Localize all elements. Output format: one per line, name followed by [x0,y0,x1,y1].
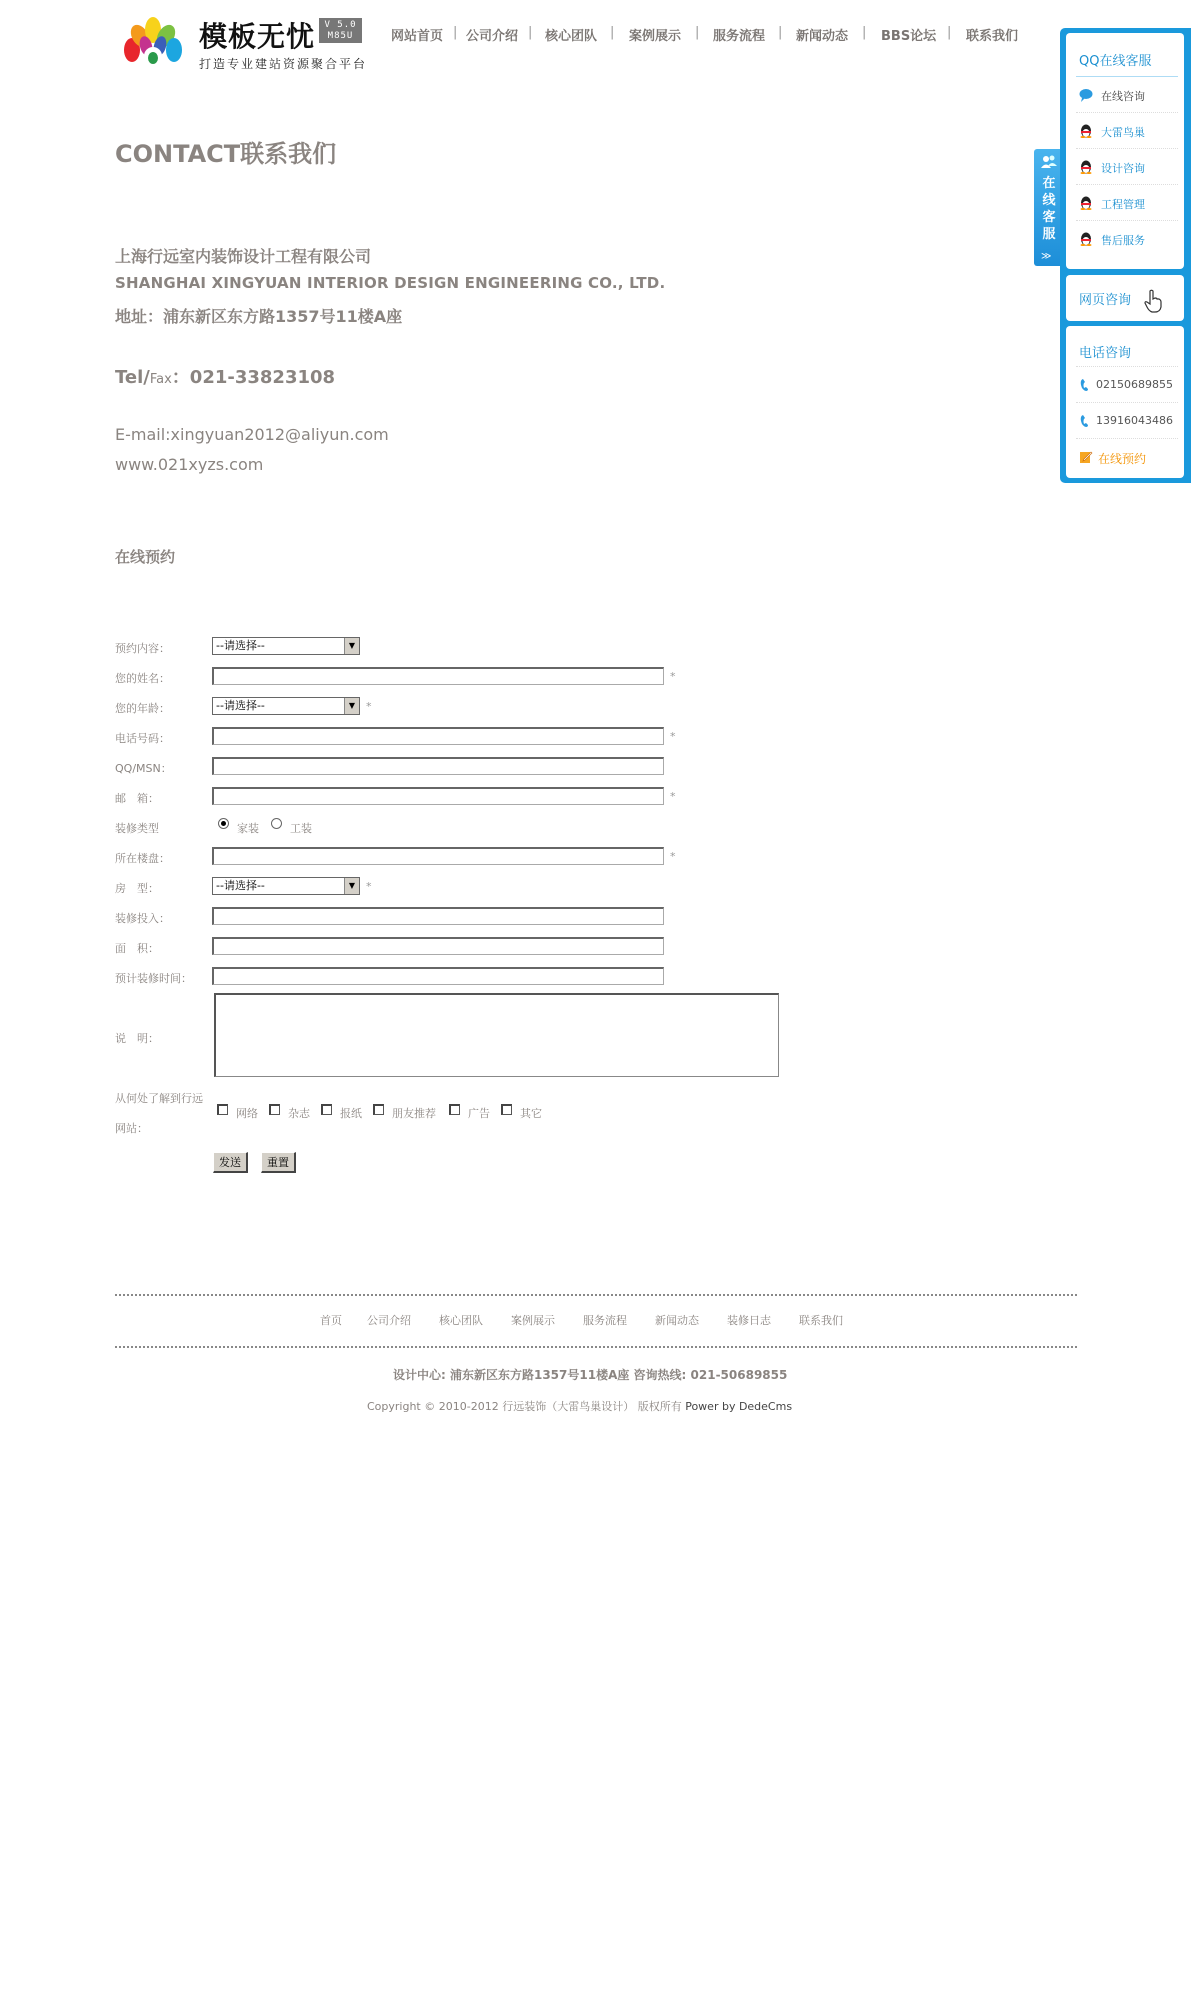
footer-divider [115,1294,1077,1296]
source-web-checkbox[interactable] [217,1104,228,1115]
source-magazine-checkbox[interactable] [269,1104,280,1115]
service-panel [1060,28,1191,483]
qq-item-design[interactable] [1076,148,1178,184]
nav-separator: | [528,25,533,40]
source-other-checkbox[interactable] [501,1104,512,1115]
fax-label: Fax [149,372,172,387]
qq-item-consult[interactable] [1076,76,1178,112]
qq-penguin-icon [1079,232,1093,246]
footer-link-process[interactable]: 服务流程 [583,1314,627,1327]
phone-consult-box [1066,326,1184,478]
content-select-value: --请选择-- [216,639,265,652]
qq-item-engineering[interactable] [1076,184,1178,220]
nav-separator: | [453,25,458,40]
phone-number: 02150689855 [1096,378,1173,391]
phone-icon [1079,378,1093,392]
age-label: 您的年龄： [115,702,170,715]
edit-icon [1079,450,1093,464]
time-input[interactable] [212,967,664,985]
required-mark: * [670,670,676,683]
footer-link-home[interactable]: 首页 [320,1314,342,1327]
required-mark: * [366,880,372,893]
note-label: 说 明： [115,1032,159,1045]
age-select-value: --请选择-- [216,699,265,712]
service-collapse-tab[interactable] [1034,149,1063,266]
decor-commercial-label: 工装 [290,822,312,835]
time-label: 预计装修时间： [115,972,192,985]
qq-item-leiniao[interactable] [1076,112,1178,148]
nav-separator: | [695,25,700,40]
tel-label: Tel/ [115,367,150,388]
qq-item-label: 售后服务 [1101,234,1145,247]
chat-bubble-icon [1079,88,1093,102]
building-label: 所在楼盘： [115,852,170,865]
company-name-cn: 上海行远室内装饰设计工程有限公司 [115,247,372,266]
copyright-text: Copyright © 2010-2012 行远装饰（大雷鸟巢设计） 版权所有 [367,1400,682,1413]
phone-consult-title: 电话咨询 [1079,346,1132,361]
submit-button[interactable]: 发送 [213,1152,248,1173]
qq-service-box [1066,33,1184,269]
company-telephone [115,363,335,389]
footer-contact-info: 设计中心: 浦东新区东方路1357号11楼A座 咨询热线: 021-50689855 [393,1368,788,1382]
dropdown-arrow-icon: ▼ [344,638,359,654]
nav-item-contact[interactable]: 联系我们 [966,29,1019,44]
footer-divider [115,1346,1077,1348]
nav-item-news[interactable]: 新闻动态 [796,29,849,44]
decor-type-label: 装修类型 [115,822,159,835]
page-title: CONTACT联系我们 [115,140,337,168]
logo-slogan: 打造专业建站资源聚合平台 [199,57,368,71]
footer-link-team[interactable]: 核心团队 [439,1314,483,1327]
qq-item-aftersales[interactable] [1076,220,1178,256]
qq-item-label: 大雷鸟巢 [1101,126,1145,139]
nav-item-team[interactable]: 核心团队 [545,29,598,44]
source-newspaper-checkbox[interactable] [321,1104,332,1115]
source-magazine-label: 杂志 [288,1107,310,1120]
qq-service-title: QQ在线客服 [1079,54,1152,69]
email-input[interactable] [212,787,664,805]
source-web-label: 网络 [236,1107,258,1120]
logo-version-badge: V 5.0 M85U [319,18,362,43]
phone-icon [1079,414,1093,428]
budget-input[interactable] [212,907,664,925]
phone-label: 电话号码： [115,732,170,745]
expand-arrow-icon: ≫ [1041,251,1052,262]
service-tab-label: 在线客服 [1042,176,1056,242]
peacock-logo-icon [118,12,188,76]
phone-item-1[interactable] [1076,366,1178,402]
email-label: 邮 箱： [115,792,159,805]
company-address: 地址：浦东新区东方路1357号11楼A座 [115,307,403,326]
qq-item-label: 设计咨询 [1101,162,1145,175]
source-ad-checkbox[interactable] [449,1104,460,1115]
required-mark: * [670,730,676,743]
nav-separator: | [610,25,615,40]
booking-form-title: 在线预约 [115,548,176,566]
footer-link-news[interactable]: 新闻动态 [655,1314,699,1327]
hand-pointer-icon [1144,289,1162,313]
logo-title: 模板无忧 [199,20,316,53]
reset-button[interactable]: 重置 [261,1152,296,1173]
dropdown-arrow-icon: ▼ [344,878,359,894]
nav-item-cases[interactable]: 案例展示 [629,29,682,44]
building-input[interactable] [212,847,664,865]
power-by-link[interactable]: Power by DedeCms [685,1400,793,1413]
phone-number: 13916043486 [1096,414,1173,427]
users-icon [1040,154,1058,170]
qq-penguin-icon [1079,160,1093,174]
qq-penguin-icon [1079,196,1093,210]
nav-separator: | [778,25,783,40]
nav-item-process[interactable]: 服务流程 [713,29,766,44]
name-input[interactable] [212,667,664,685]
age-select[interactable] [212,697,360,715]
qq-item-label: 工程管理 [1101,198,1145,211]
budget-label: 装修投入： [115,912,170,925]
tel-value: ：021-33823108 [171,367,336,388]
required-mark: * [670,790,676,803]
nav-item-home[interactable]: 网站首页 [391,29,444,44]
content-select[interactable] [212,637,360,655]
footer-link-about[interactable]: 公司介绍 [367,1314,411,1327]
source-other-label: 其它 [520,1107,542,1120]
dropdown-arrow-icon: ▼ [344,698,359,714]
book-online-label: 在线预约 [1098,452,1147,466]
nav-item-bbs[interactable]: BBS论坛 [881,29,937,44]
company-name-en: SHANGHAI XINGYUAN INTERIOR DESIGN ENGINEERING CO., LTD. [115,274,666,292]
qq-msn-input[interactable] [212,757,664,775]
book-online-link[interactable] [1076,438,1178,474]
nav-separator: | [947,25,952,40]
footer-link-contact[interactable]: 联系我们 [799,1314,843,1327]
required-mark: * [670,850,676,863]
content-label: 预约内容： [115,642,170,655]
source-label-line2: 网站： [115,1122,148,1135]
decor-commercial-radio[interactable] [271,818,282,829]
qq-penguin-icon [1079,124,1093,138]
source-friend-checkbox[interactable] [373,1104,384,1115]
house-type-select-value: --请选择-- [216,879,265,892]
house-type-label: 房 型： [115,882,159,895]
company-email: E-mail:xingyuan2012@aliyun.com [115,425,389,444]
footer-link-diary[interactable]: 装修日志 [727,1314,771,1327]
area-label: 面 积： [115,942,159,955]
web-consult-label: 网页咨询 [1079,293,1132,308]
required-mark: * [366,700,372,713]
source-label-line1: 从何处了解到行远 [115,1092,203,1105]
house-type-select[interactable] [212,877,360,895]
phone-input[interactable] [212,727,664,745]
footer-copyright [367,1398,792,1414]
note-textarea[interactable] [214,993,779,1077]
name-label: 您的姓名： [115,672,170,685]
source-ad-label: 广告 [468,1107,490,1120]
web-consult-box[interactable] [1066,275,1184,321]
nav-separator: | [862,25,867,40]
qq-item-label: 在线咨询 [1101,90,1145,103]
footer-link-cases[interactable]: 案例展示 [511,1314,555,1327]
decor-home-radio[interactable] [218,818,229,829]
company-website: www.021xyzs.com [115,455,264,474]
source-newspaper-label: 报纸 [340,1107,362,1120]
area-input[interactable] [212,937,664,955]
decor-home-label: 家装 [237,822,259,835]
phone-item-2[interactable] [1076,402,1178,438]
qq-msn-label: QQ/MSN： [115,762,172,775]
source-friend-label: 朋友推荐 [392,1107,436,1120]
nav-item-about[interactable]: 公司介绍 [466,29,519,44]
